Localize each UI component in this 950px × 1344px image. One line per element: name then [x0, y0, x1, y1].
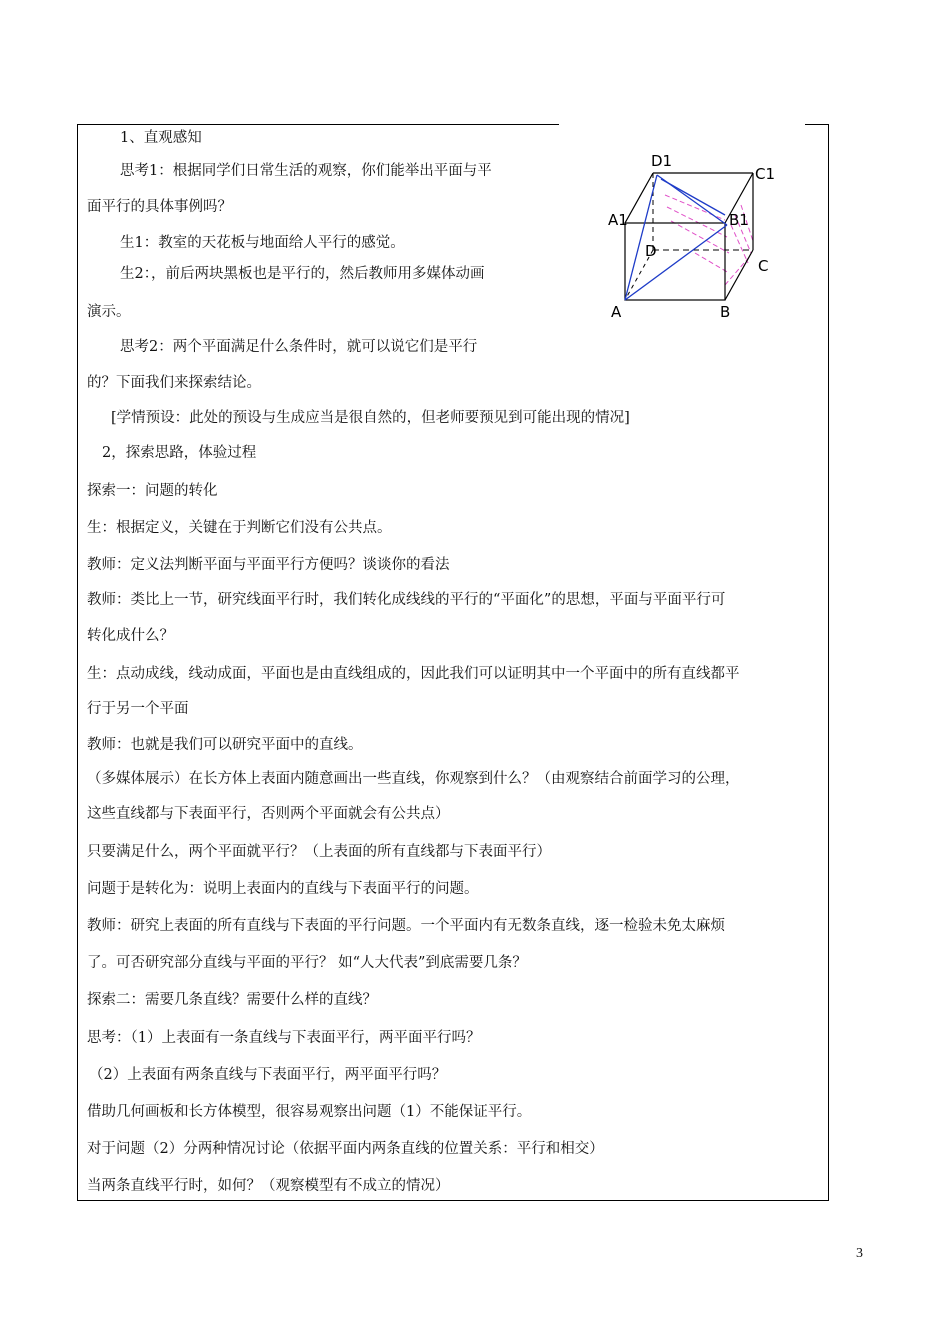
section-heading: 1、直观感知: [120, 130, 202, 146]
text-line: 了。可否研究部分直线与平面的平行？ 如“人大代表”到底需要几条？: [87, 955, 527, 971]
top-border-left: [77, 124, 559, 125]
text-line: 教师：研究上表面的所有直线与下表面的平行问题。一个平面内有无数条直线，逐一检验未免太麻烦: [87, 918, 725, 934]
text-line: 的？下面我们来探索结论。: [87, 375, 261, 391]
top-border-right: [805, 124, 829, 125]
text-line: 转化成什么？: [87, 628, 174, 644]
text-line: （2）上表面有两条直线与下表面平行，两平面平行吗？: [89, 1067, 447, 1083]
shading: [665, 195, 753, 285]
text-line: 只要满足什么，两个平面就平行？（上表面的所有直线都与下表面平行）: [87, 844, 551, 860]
text-line: 面平行的具体事例吗？: [87, 199, 232, 215]
text-line: 教师：定义法判断平面与平面平行方便吗？谈谈你的看法: [87, 557, 450, 573]
text-line: （多媒体展示）在长方体上表面内随意画出一些直线，你观察到什么？（由观察结合前面学习的公理，: [87, 771, 740, 787]
text-line: 思考2：两个平面满足什么条件时，就可以说它们是平行: [120, 339, 478, 355]
text-line: [学情预设：此处的预设与生成应当是很自然的，但老师要预见到可能出现的情况]: [111, 410, 630, 426]
bottom-border: [77, 1200, 829, 1201]
text-line: 对于问题（2）分两种情况讨论（依据平面内两条直线的位置关系：平行和相交）: [87, 1141, 604, 1157]
label-c: C: [758, 257, 769, 275]
text-line: 生2：，前后两块黑板也是平行的，然后教师用多媒体动画: [120, 266, 485, 282]
text-line: 借助几何画板和长方体模型，很容易观察出问题（1）不能保证平行。: [87, 1104, 532, 1120]
text-line: 行于另一个平面: [87, 701, 189, 717]
label-a1: A1: [608, 211, 628, 229]
label-b1: B1: [729, 211, 749, 229]
blue-plane: [625, 175, 727, 300]
text-line: 思考：（1）上表面有一条直线与下表面平行，两平面平行吗？: [87, 1030, 481, 1046]
text-line: 思考1：根据同学们日常生活的观察，你们能举出平面与平: [120, 163, 492, 179]
text-line: 演示。: [87, 304, 131, 320]
text-line: 问题于是转化为：说明上表面内的直线与下表面平行的问题。: [87, 881, 479, 897]
text-line: 探索一：问题的转化: [87, 483, 218, 499]
text-line: 这些直线都与下表面平行，否则两个平面就会有公共点）: [87, 806, 450, 822]
edge-a1d1: [625, 173, 653, 223]
text-line: 教师：也就是我们可以研究平面中的直线。: [87, 737, 363, 753]
label-a: A: [611, 303, 622, 321]
section-heading: 2，探索思路，体验过程: [102, 445, 257, 461]
text-line: 当两条直线平行时，如何？（观察模型有不成立的情况）: [87, 1178, 450, 1194]
label-d1: D1: [651, 152, 673, 170]
cube-figure: [605, 145, 785, 325]
label-b: B: [720, 303, 731, 321]
text-line: 教师：类比上一节，研究线面平行时，我们转化成线线的平行的“平面化”的思想，平面与平面平行可: [87, 592, 726, 608]
page-number: 3: [856, 1246, 863, 1261]
left-border: [77, 124, 78, 1201]
text-line: 探索二：需要几条直线？需要什么样的直线？: [87, 992, 377, 1008]
text-line: 生1：教室的天花板与地面给人平行的感觉。: [120, 235, 405, 251]
text-line: 生：根据定义，关键在于判断它们没有公共点。: [87, 520, 392, 536]
text-line: 生：点动成线，线动成面，平面也是由直线组成的，因此我们可以证明其中一个平面中的所有直线都平: [87, 666, 740, 682]
label-c1: C1: [755, 165, 776, 183]
edge-bc: [725, 250, 753, 300]
label-d: D: [645, 242, 657, 260]
right-border: [828, 124, 829, 1201]
